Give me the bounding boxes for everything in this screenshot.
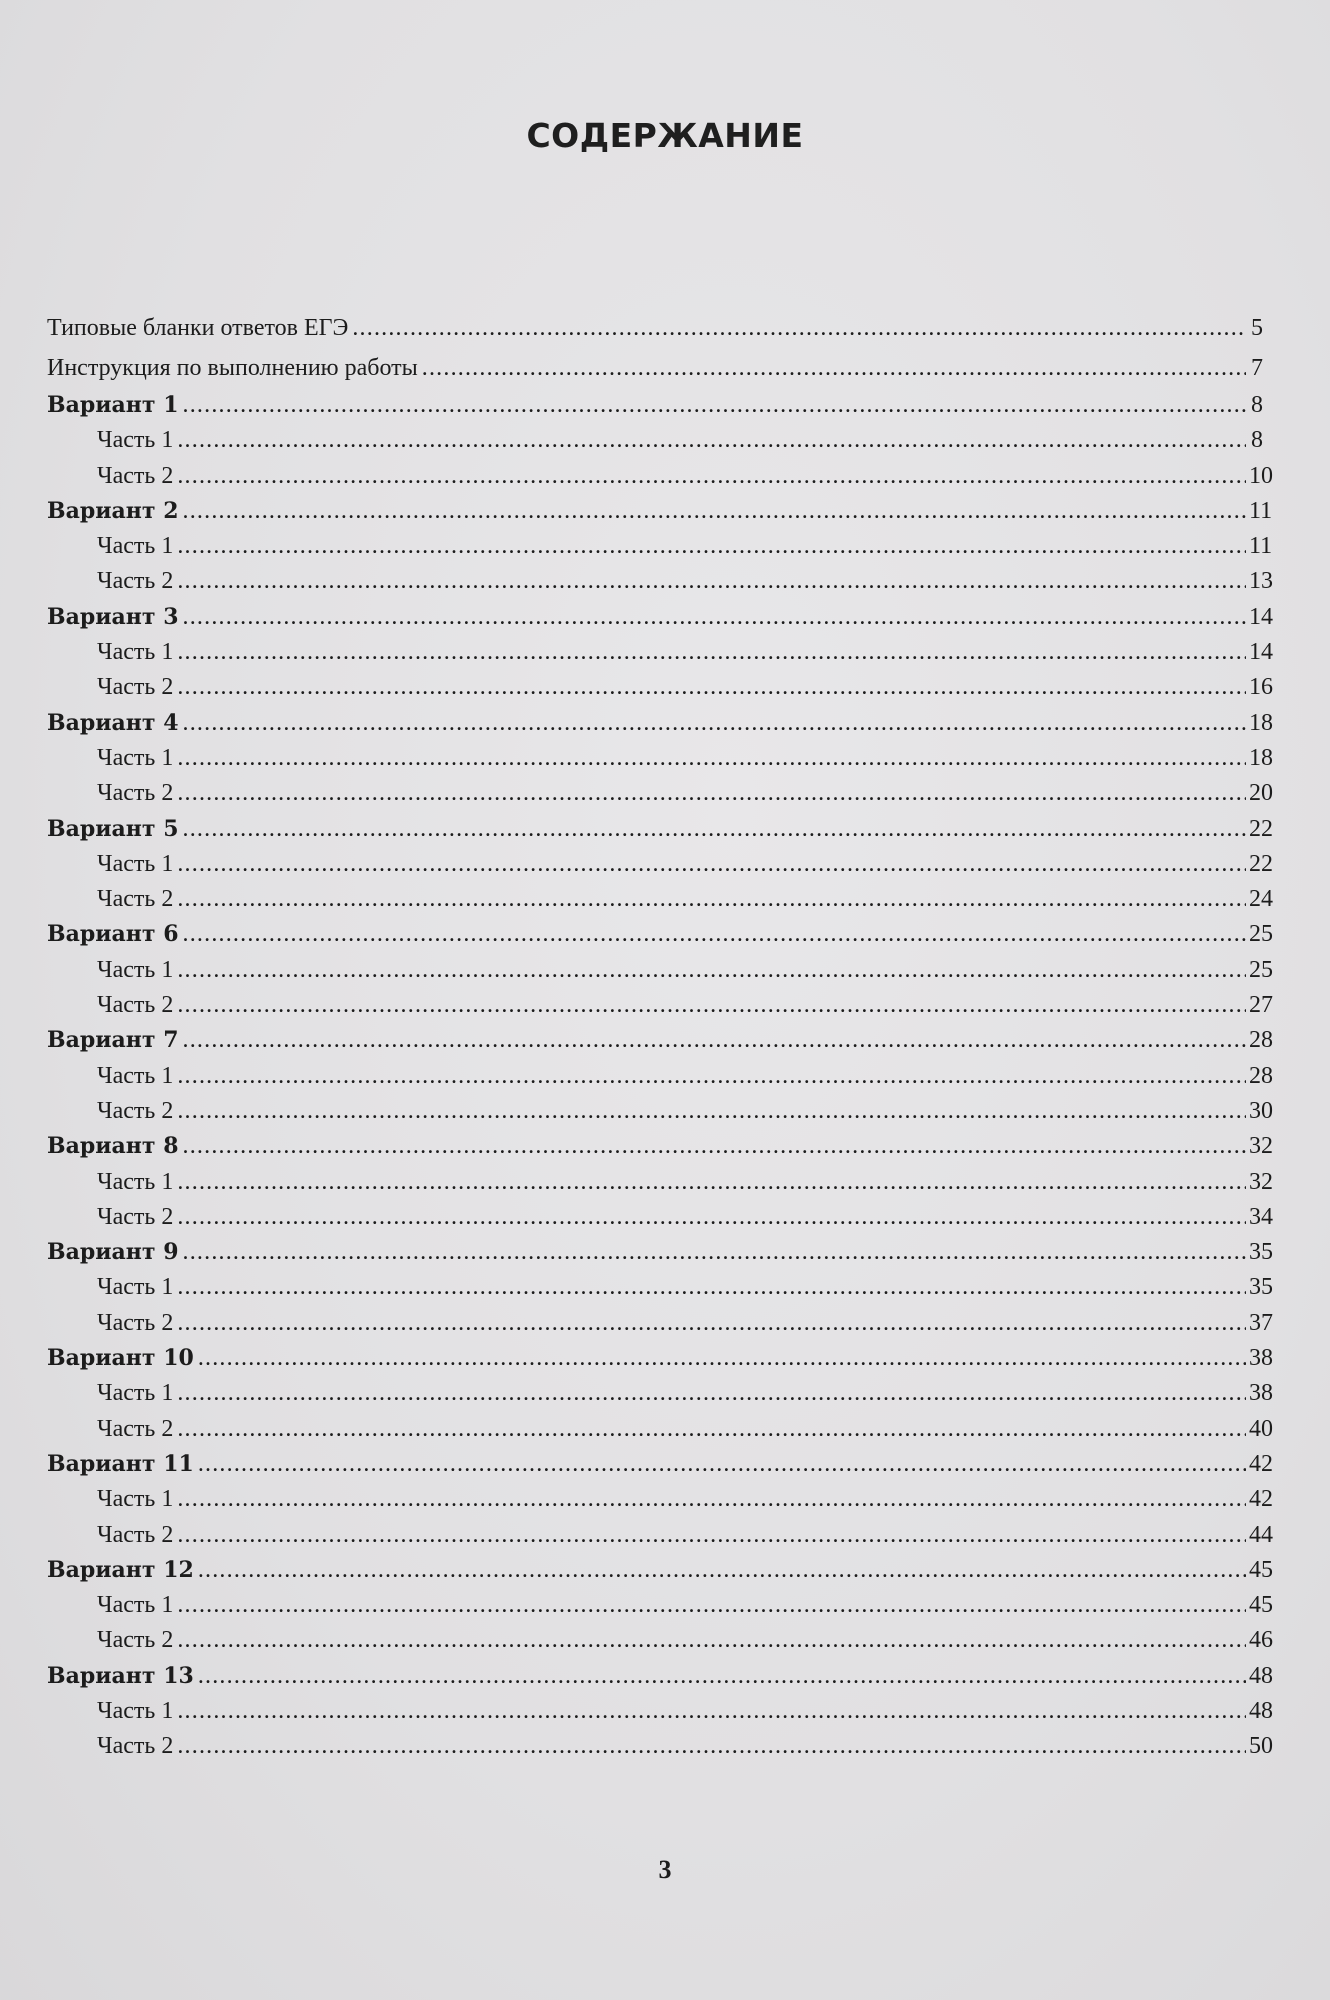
toc-entry-label: Часть 2: [97, 1309, 174, 1336]
dot-leader: [177, 459, 1246, 494]
dot-leader: [177, 1059, 1246, 1094]
toc-entry-page: 42: [1249, 1450, 1273, 1477]
dot-leader: [177, 741, 1246, 776]
toc-part-entry: [47, 988, 1273, 1023]
toc-entry-label: Часть 2: [97, 674, 174, 701]
toc-part-entry: [47, 459, 1273, 494]
toc-entry-page: 5: [1251, 315, 1263, 341]
toc-entry-page: 35: [1249, 1274, 1273, 1301]
toc-entry-label: Часть 1: [97, 1062, 174, 1089]
toc-entry-label: Часть 2: [97, 1203, 174, 1230]
toc-entry-label: Часть 1: [97, 744, 174, 771]
dot-leader: [177, 1200, 1246, 1235]
toc-entry-label: Часть 1: [97, 1380, 174, 1407]
dot-leader: [177, 1412, 1246, 1447]
toc-entry-label: Вариант 13: [47, 1662, 194, 1689]
toc-part-entry: [47, 776, 1273, 811]
toc-variant-entry: [47, 917, 1273, 952]
toc-entry-page: 32: [1249, 1168, 1273, 1195]
toc-entry-label: Типовые бланки ответов ЕГЭ: [47, 315, 349, 341]
toc-entry-page: 7: [1251, 355, 1263, 381]
dot-leader: [198, 1447, 1246, 1482]
toc-entry-page: 38: [1249, 1380, 1273, 1407]
toc-variant-entry: [47, 600, 1273, 635]
toc-variant-entry: [47, 1341, 1273, 1376]
toc-entry-page: 8: [1251, 427, 1263, 454]
toc-entry-label: Вариант 10: [47, 1345, 194, 1372]
dot-leader: [177, 1518, 1246, 1553]
toc-part-entry: [47, 670, 1273, 705]
toc-entry-label: Часть 2: [97, 462, 174, 489]
toc-part-entry: [47, 1694, 1273, 1729]
toc-entry-label: Часть 1: [97, 639, 174, 666]
toc-entry-page: 45: [1249, 1592, 1273, 1619]
dot-leader: [177, 988, 1246, 1023]
dot-leader: [177, 1588, 1246, 1623]
dot-leader: [177, 1165, 1246, 1200]
toc-entry-label: Вариант 2: [47, 497, 179, 524]
dot-leader: [177, 1306, 1246, 1341]
dot-leader: [177, 953, 1246, 988]
toc-part-entry: [47, 1623, 1273, 1658]
toc-part-entry: [47, 1376, 1273, 1411]
toc-entry-label: Часть 2: [97, 780, 174, 807]
toc-part-entry: [47, 423, 1263, 458]
toc-part-entry: [47, 953, 1273, 988]
toc-entry-page: 48: [1249, 1662, 1273, 1689]
toc-variant-entry: [47, 388, 1263, 423]
dot-leader: [177, 1094, 1246, 1129]
toc-entry-page: 32: [1249, 1133, 1273, 1160]
page-number: 3: [658, 1855, 672, 1884]
dot-leader: [177, 670, 1246, 705]
dot-leader: [177, 882, 1246, 917]
toc-entry-page: 42: [1249, 1486, 1273, 1513]
toc-entry-page: 22: [1249, 850, 1273, 877]
toc-entry-label: Часть 1: [97, 427, 174, 454]
toc-entry-page: 13: [1249, 568, 1273, 595]
toc-entry-label: Часть 2: [97, 1733, 174, 1760]
toc-entry-label: Вариант 4: [47, 709, 179, 736]
toc-part-entry: [47, 1200, 1273, 1235]
toc-entry-label: Часть 2: [97, 886, 174, 913]
toc-entry-label: Часть 1: [97, 956, 174, 983]
toc-part-entry: [47, 1482, 1273, 1517]
toc-part-entry: [47, 1059, 1273, 1094]
toc-entry-label: Вариант 1: [47, 392, 179, 418]
toc-entry-label: Часть 2: [97, 1521, 174, 1548]
toc-part-entry: [47, 1094, 1273, 1129]
dot-leader: [198, 1659, 1246, 1694]
toc-entry-label: Часть 1: [97, 1168, 174, 1195]
toc-entry-page: 16: [1249, 674, 1273, 701]
toc-entry-label: Вариант 11: [47, 1450, 194, 1477]
toc-entry-label: Часть 2: [97, 1627, 174, 1654]
dot-leader: [183, 706, 1246, 741]
toc-entry-page: 14: [1249, 639, 1273, 666]
toc-entry-page: 11: [1249, 533, 1273, 560]
toc-entry-label: Вариант 3: [47, 603, 179, 630]
toc-part-entry: [47, 635, 1273, 670]
dot-leader: [177, 564, 1246, 599]
toc-entry-label: Часть 2: [97, 1097, 174, 1124]
toc-entry-page: 24: [1249, 886, 1273, 913]
dot-leader: [422, 348, 1246, 388]
toc-entry-page: 37: [1249, 1309, 1273, 1336]
toc-entry-page: 18: [1249, 744, 1273, 771]
toc-variant-entry: [47, 1553, 1273, 1588]
toc-entry-label: Вариант 7: [47, 1027, 179, 1054]
dot-leader: [177, 1623, 1246, 1658]
dot-leader: [183, 812, 1246, 847]
dot-leader: [177, 1376, 1246, 1411]
toc-part-entry: [47, 1165, 1273, 1200]
toc-part-entry: [47, 847, 1273, 882]
toc-entry: [47, 348, 1263, 388]
toc-entry: [47, 308, 1263, 348]
toc-variant-entry: [47, 494, 1273, 529]
dot-leader: [183, 1023, 1246, 1058]
toc-entry-page: 8: [1251, 392, 1263, 418]
toc-entry-page: 45: [1249, 1556, 1273, 1583]
page-title: СОДЕРЖАНИЕ: [526, 116, 804, 155]
toc-part-entry: [47, 564, 1273, 599]
toc-part-entry: [47, 882, 1273, 917]
toc-entry-label: Инструкция по выполнению работы: [47, 355, 418, 381]
toc-entry-page: 20: [1249, 780, 1273, 807]
toc-entry-label: Вариант 5: [47, 815, 179, 842]
dot-leader: [177, 1729, 1246, 1764]
toc-part-entry: [47, 529, 1273, 564]
dot-leader: [183, 600, 1246, 635]
toc-entry-page: 22: [1249, 815, 1273, 842]
toc-entry-page: 11: [1249, 497, 1273, 524]
toc-part-entry: [47, 741, 1273, 776]
dot-leader: [177, 635, 1246, 670]
toc-variant-entry: [47, 1447, 1273, 1482]
toc-variant-entry: [47, 1235, 1273, 1270]
toc-entry-label: Часть 2: [97, 992, 174, 1019]
toc-entry-label: Часть 2: [97, 1415, 174, 1442]
toc-variant-entry: [47, 1659, 1273, 1694]
dot-leader: [183, 1235, 1246, 1270]
toc-entry-label: Часть 1: [97, 533, 174, 560]
dot-leader: [177, 847, 1246, 882]
toc-variant-entry: [47, 706, 1273, 741]
dot-leader: [177, 423, 1246, 458]
toc-entry-page: 50: [1249, 1733, 1273, 1760]
toc-part-entry: [47, 1270, 1273, 1305]
toc-entry-label: Вариант 12: [47, 1556, 194, 1583]
dot-leader: [198, 1553, 1246, 1588]
dot-leader: [183, 388, 1246, 423]
toc-entry-page: 46: [1249, 1627, 1273, 1654]
dot-leader: [183, 494, 1246, 529]
toc-entry-label: Вариант 9: [47, 1239, 179, 1266]
toc-variant-entry: [47, 812, 1273, 847]
table-of-contents: [47, 308, 1273, 1765]
toc-entry-label: Часть 1: [97, 1486, 174, 1513]
toc-entry-page: 28: [1249, 1027, 1273, 1054]
toc-entry-label: Вариант 6: [47, 921, 179, 948]
toc-entry-page: 27: [1249, 992, 1273, 1019]
toc-entry-page: 30: [1249, 1097, 1273, 1124]
toc-part-entry: [47, 1729, 1273, 1764]
toc-variant-entry: [47, 1023, 1273, 1058]
toc-entry-page: 25: [1249, 921, 1273, 948]
toc-variant-entry: [47, 1129, 1273, 1164]
toc-entry-page: 10: [1249, 462, 1273, 489]
toc-entry-label: Часть 1: [97, 1697, 174, 1724]
toc-entry-page: 25: [1249, 956, 1273, 983]
toc-part-entry: [47, 1518, 1273, 1553]
dot-leader: [183, 917, 1246, 952]
toc-entry-page: 35: [1249, 1239, 1273, 1266]
toc-entry-page: 34: [1249, 1203, 1273, 1230]
toc-part-entry: [47, 1412, 1273, 1447]
toc-entry-page: 38: [1249, 1345, 1273, 1372]
dot-leader: [183, 1129, 1246, 1164]
dot-leader: [198, 1341, 1246, 1376]
dot-leader: [177, 776, 1246, 811]
toc-entry-label: Вариант 8: [47, 1133, 179, 1160]
toc-entry-label: Часть 1: [97, 850, 174, 877]
toc-entry-page: 40: [1249, 1415, 1273, 1442]
toc-entry-page: 48: [1249, 1697, 1273, 1724]
toc-entry-label: Часть 1: [97, 1592, 174, 1619]
dot-leader: [352, 308, 1246, 348]
dot-leader: [177, 529, 1246, 564]
toc-part-entry: [47, 1306, 1273, 1341]
toc-entry-label: Часть 1: [97, 1274, 174, 1301]
dot-leader: [177, 1482, 1246, 1517]
toc-entry-page: 14: [1249, 603, 1273, 630]
dot-leader: [177, 1270, 1246, 1305]
dot-leader: [177, 1694, 1246, 1729]
toc-entry-page: 28: [1249, 1062, 1273, 1089]
toc-entry-page: 44: [1249, 1521, 1273, 1548]
toc-part-entry: [47, 1588, 1273, 1623]
toc-entry-label: Часть 2: [97, 568, 174, 595]
toc-entry-page: 18: [1249, 709, 1273, 736]
